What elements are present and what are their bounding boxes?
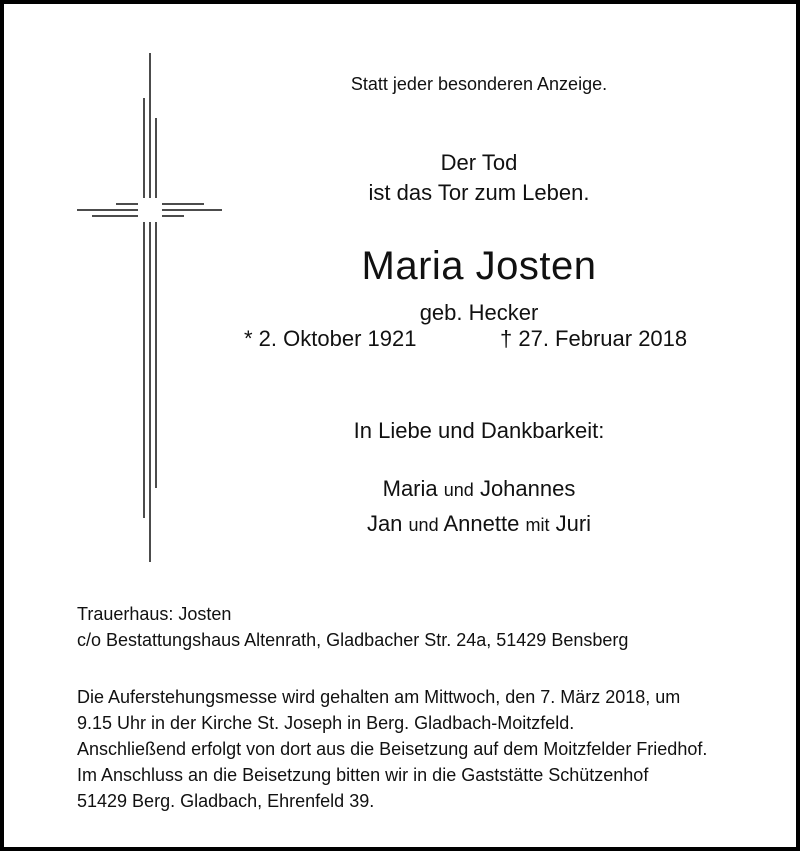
birth-date: * 2. Oktober 1921 — [244, 326, 417, 351]
family-conjunction: und — [408, 515, 439, 535]
born-name: geb. Hecker — [419, 300, 539, 325]
deceased-name: Maria Josten — [361, 244, 597, 288]
service-line: 9.15 Uhr in der Kirche St. Joseph in Berg. Gladbach-Moitzfeld. — [77, 713, 575, 733]
family-name: Johannes — [479, 476, 576, 501]
trauerhaus-line-1: Trauerhaus: Josten — [77, 604, 232, 624]
family-name: Annette — [443, 511, 520, 536]
service-line: 51429 Berg. Gladbach, Ehrenfeld 39. — [77, 791, 375, 811]
family-name: Maria — [382, 476, 438, 501]
family-name: Jan — [366, 511, 403, 536]
gratitude-line: In Liebe und Dankbarkeit: — [353, 418, 605, 443]
trauerhaus-block — [77, 601, 767, 653]
family-names — [244, 472, 714, 542]
motto — [244, 148, 714, 208]
cross-icon — [74, 48, 226, 568]
motto-line-2: ist das Tor zum Leben. — [368, 180, 590, 205]
death-date: † 27. Februar 2018 — [500, 326, 688, 351]
intro-line: Statt jeder besonderen Anzeige. — [350, 74, 608, 94]
motto-line-1: Der Tod — [440, 150, 518, 175]
service-line: Anschließend erfolgt von dort aus die Beisetzung auf dem Moitzfelder Friedhof. — [77, 739, 708, 759]
service-line: Die Auferstehungsmesse wird gehalten am Mittwoch, den 7. März 2018, um — [77, 687, 681, 707]
service-line: Im Anschluss an die Beisetzung bitten wir in die Gaststätte Schützenhof — [77, 765, 649, 785]
family-conjunction: mit — [525, 515, 550, 535]
family-line-2 — [244, 507, 714, 542]
service-block — [77, 684, 767, 814]
family-name: Juri — [555, 511, 592, 536]
family-line-1 — [244, 472, 714, 507]
trauerhaus-line-2: c/o Bestattungshaus Altenrath, Gladbacher Str. 24a, 51429 Bensberg — [77, 630, 629, 650]
family-conjunction: und — [443, 480, 474, 500]
